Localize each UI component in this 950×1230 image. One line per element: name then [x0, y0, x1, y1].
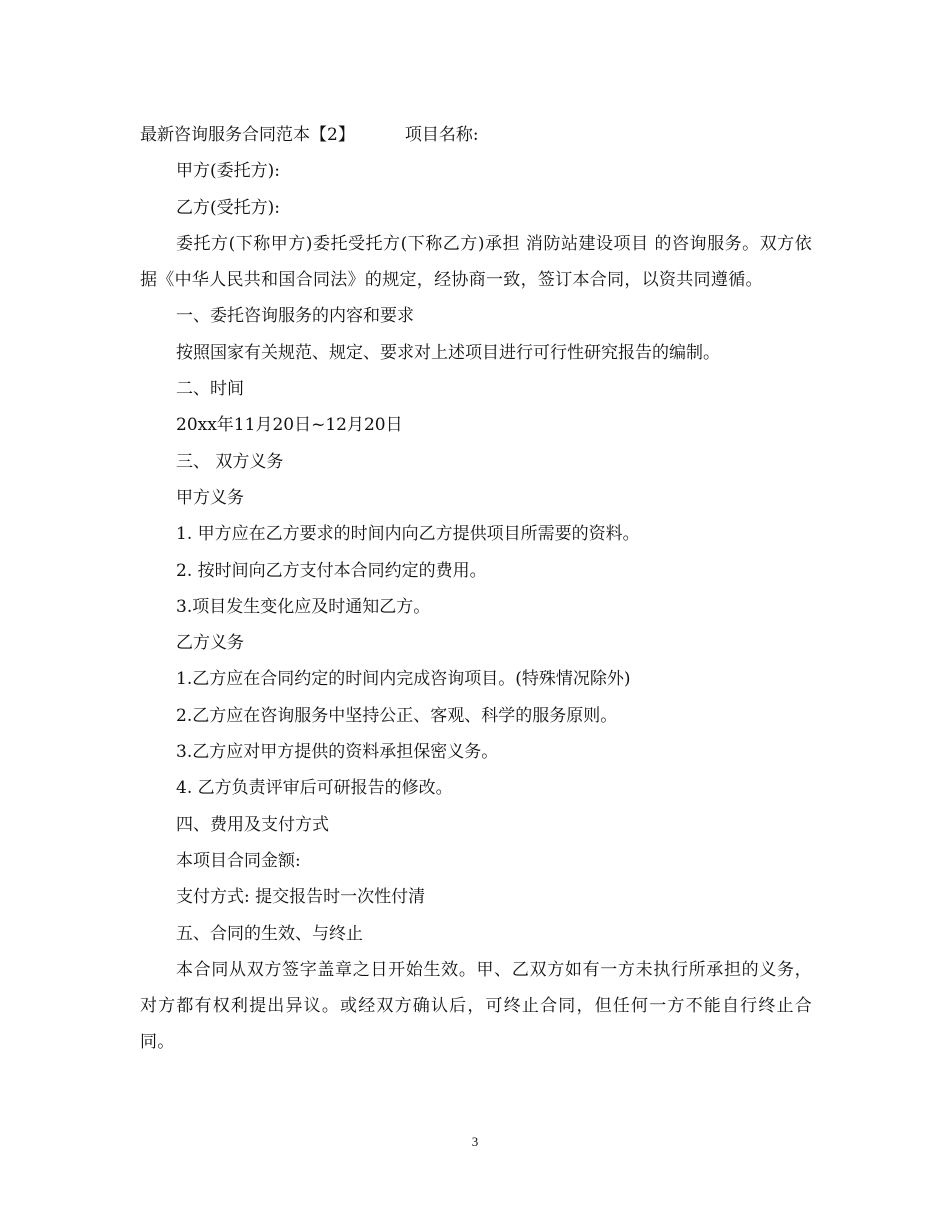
section-2-heading: 二、时间 — [176, 379, 244, 400]
project-name-label: 项目名称: — [404, 125, 479, 145]
document-body — [140, 117, 812, 1061]
party-b-duty-item: 1.乙方应在合同约定的时间内完成咨询项目。(特殊情况除外) — [176, 669, 631, 690]
section-5-heading: 五、合同的生效、与终止 — [176, 923, 363, 944]
document-title: 最新咨询服务合同范本【2】 — [140, 125, 355, 145]
party-b-duty-item: 4. 乙方负责评审后可研报告的修改。 — [176, 778, 453, 799]
party-a-duty-item: 1. 甲方应在乙方要求的时间内向乙方提供项目所需要的资料。 — [176, 524, 640, 545]
party-a-duties-heading: 甲方义务 — [176, 487, 244, 508]
contract-amount-label: 本项目合同金额: — [176, 850, 301, 871]
party-a-label: 甲方(委托方): — [176, 161, 280, 182]
party-b-duty-item: 2.乙方应在咨询服务中坚持公正、客观、科学的服务原则。 — [176, 705, 618, 726]
section-4-heading: 四、费用及支付方式 — [176, 814, 329, 835]
section-5-body: 本合同从双方签字盖章之日开始生效。甲、乙双方如有一方未执行所承担的义务，对方都有权利提出异议。或经双方确认后，可终止合同，但任何一方不能自行终止合同。 — [140, 959, 812, 1053]
title-line — [140, 117, 812, 153]
section-1-heading: 一、委托咨询服务的内容和要求 — [176, 306, 414, 327]
party-a-duty-item: 2. 按时间向乙方支付本合同约定的费用。 — [176, 560, 487, 581]
page-number: 3 — [471, 1134, 479, 1149]
intro-paragraph: 委托方(下称甲方)委托受托方(下称乙方)承担 消防站建设项目 的咨询服务。双方依据《中华人民共和国合同法》的规定，经协商一致，签订本合同，以资共同遵循。 — [140, 233, 812, 291]
section-1-body: 按照国家有关规范、规定、要求对上述项目进行可行性研究报告的编制。 — [176, 342, 720, 363]
party-b-label: 乙方(受托方): — [176, 197, 280, 218]
party-b-duties-heading: 乙方义务 — [176, 633, 244, 654]
party-a-duty-item: 3.项目发生变化应及时通知乙方。 — [176, 596, 431, 617]
payment-method: 支付方式: 提交报告时一次性付清 — [176, 887, 426, 908]
party-b-duty-item: 3.乙方应对甲方提供的资料承担保密义务。 — [176, 742, 499, 763]
section-2-body: 20xx年11月20日~12月20日 — [176, 415, 403, 436]
section-3-heading: 三、 双方义务 — [176, 451, 284, 472]
